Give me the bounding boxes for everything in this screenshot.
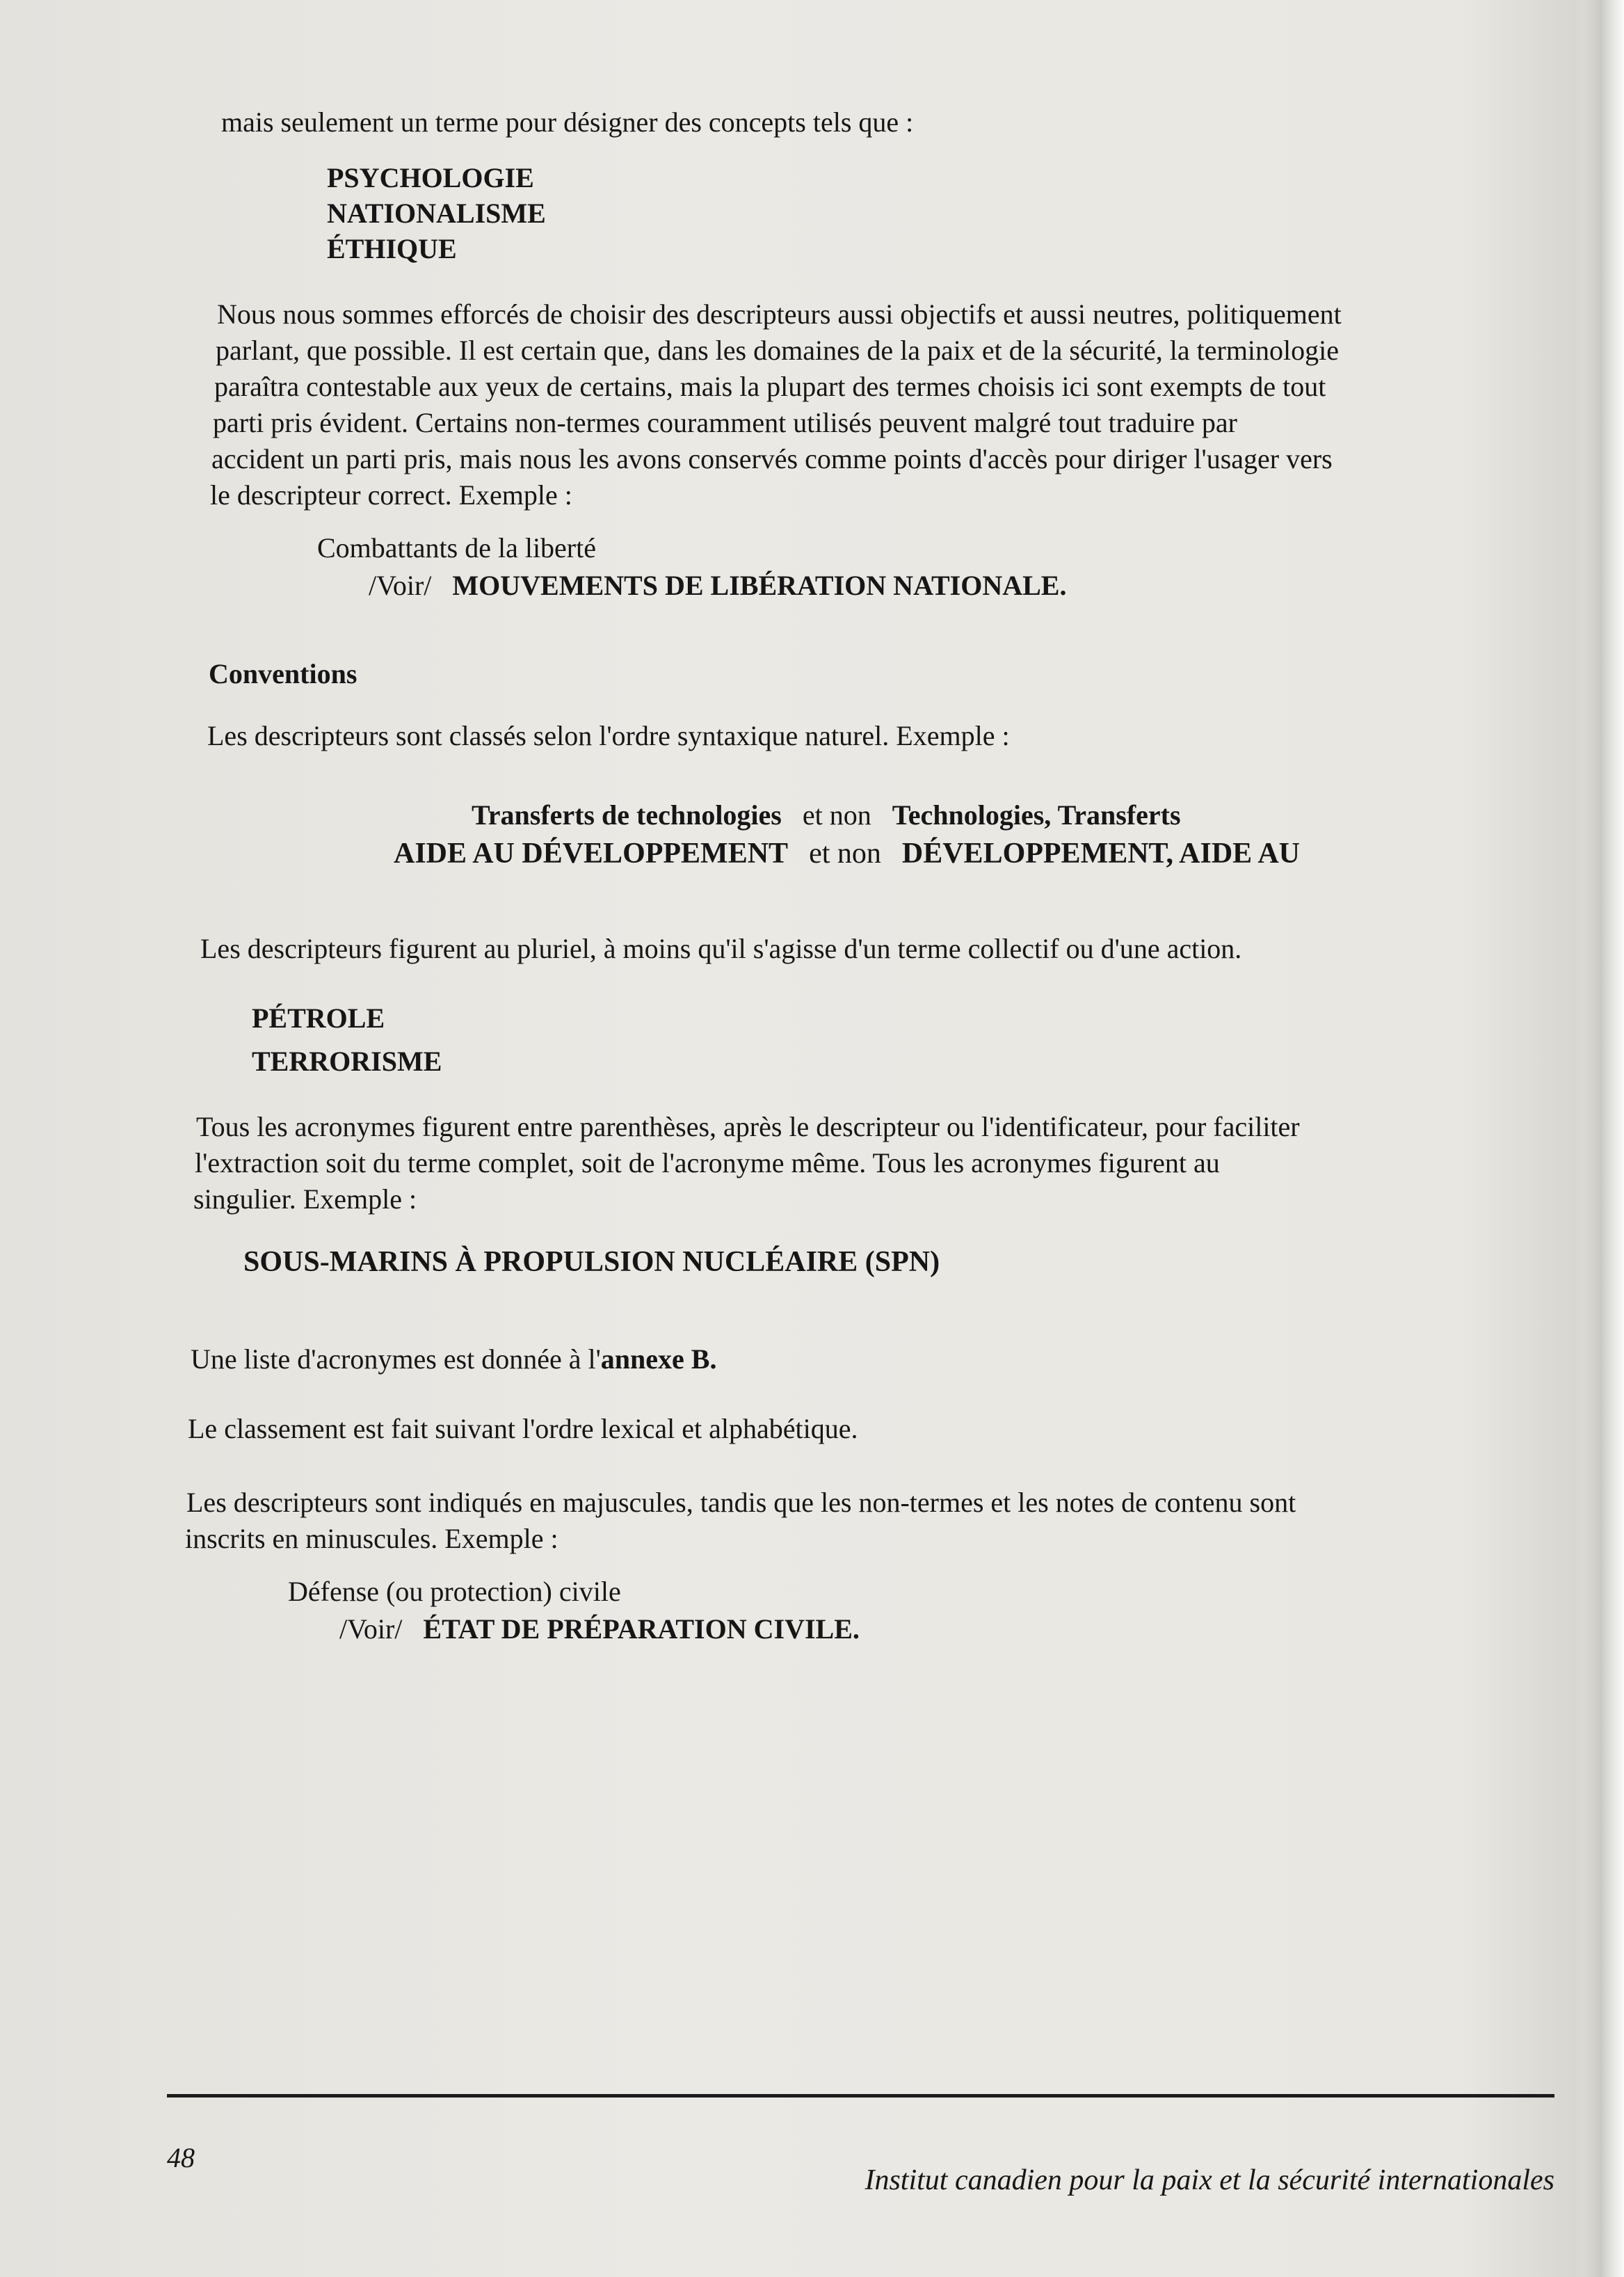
example-pair xyxy=(472,799,1181,832)
annex-reference: annexe B. xyxy=(600,1343,717,1375)
preferred-term: Transferts de technologies xyxy=(472,799,782,831)
paragraph-line: paraîtra contestable aux yeux de certains, mais la plupart des termes choisis ici sont exempts de tout xyxy=(214,371,1326,402)
paragraph-line: parlant, que possible. Il est certain que, dans les domaines de la paix et de la sécurité, la terminologie xyxy=(216,335,1340,366)
et-non-label: et non xyxy=(809,838,881,870)
paragraph-line: le descripteur correct. Exemple : xyxy=(210,479,572,511)
concept-term: NATIONALISME xyxy=(327,198,546,229)
paragraph-line: Tous les acronymes figurent entre parenthèses, après le descripteur ou l'identificateur, pour faciliter xyxy=(196,1111,1300,1142)
paragraph-line: Nous nous sommes efforcés de choisir des descripteurs aussi objectifs et aussi neutres, politiquement xyxy=(217,298,1342,330)
example-descriptor: ÉTAT DE PRÉPARATION CIVILE. xyxy=(423,1613,860,1645)
plural-example: TERRORISME xyxy=(252,1046,442,1077)
footer-rule xyxy=(167,2094,1554,2098)
example-pair xyxy=(394,837,1300,870)
paragraph-line: Les descripteurs sont indiqués en majuscules, tandis que les non-termes et les notes de contenu sont xyxy=(186,1487,1296,1518)
rejected-term: Technologies, Transferts xyxy=(892,799,1181,831)
paragraph-line: l'extraction soit du terme complet, soit de l'acronyme même. Tous les acronymes figurent au xyxy=(195,1147,1220,1179)
example-see-line xyxy=(339,1613,860,1646)
plural-line: Les descripteurs figurent au pluriel, à moins qu'il s'agisse d'un terme collectif ou d'une action. xyxy=(200,933,1242,964)
paragraph-line: parti pris évident. Certains non-termes couramment utilisés peuvent malgré tout traduire par xyxy=(213,407,1237,438)
classement-line: Le classement est fait suivant l'ordre lexical et alphabétique. xyxy=(188,1413,858,1444)
voir-label: /Voir/ xyxy=(369,570,432,601)
example-descriptor: MOUVEMENTS DE LIBÉRATION NATIONALE. xyxy=(452,570,1067,601)
example-see-line xyxy=(369,569,1066,602)
acronym-example: SOUS-MARINS À PROPULSION NUCLÉAIRE (SPN) xyxy=(243,1246,940,1278)
conventions-order-line: Les descripteurs sont classés selon l'ordre syntaxique naturel. Exemple : xyxy=(207,720,1010,751)
paragraph-line: inscrits en minuscules. Exemple : xyxy=(185,1523,558,1554)
example-nonterm: Combattants de la liberté xyxy=(317,532,596,564)
page-edge xyxy=(1582,0,1624,2277)
et-non-label: et non xyxy=(802,799,871,831)
annex-line xyxy=(191,1343,716,1376)
paragraph-line: accident un parti pris, mais nous les avons conservés comme points d'accès pour diriger l'usager vers xyxy=(211,443,1333,474)
plural-example: PÉTROLE xyxy=(252,1002,385,1034)
paragraph-line: singulier. Exemple : xyxy=(193,1183,417,1215)
section-heading: Conventions xyxy=(209,658,357,689)
preferred-term: AIDE AU DÉVELOPPEMENT xyxy=(394,838,789,870)
footer-institute: Institut canadien pour la paix et la sécurité internationales xyxy=(865,2164,1554,2196)
concept-term: PSYCHOLOGIE xyxy=(327,162,534,193)
voir-label: /Voir/ xyxy=(339,1613,403,1645)
page-number: 48 xyxy=(167,2142,195,2173)
example-nonterm: Défense (ou protection) civile xyxy=(288,1576,621,1607)
concept-term: ÉTHIQUE xyxy=(327,233,457,264)
intro-line: mais seulement un terme pour désigner des concepts tels que : xyxy=(221,106,914,138)
annex-text: Une liste d'acronymes est donnée à l' xyxy=(191,1343,601,1375)
rejected-term: DÉVELOPPEMENT, AIDE AU xyxy=(901,838,1301,870)
